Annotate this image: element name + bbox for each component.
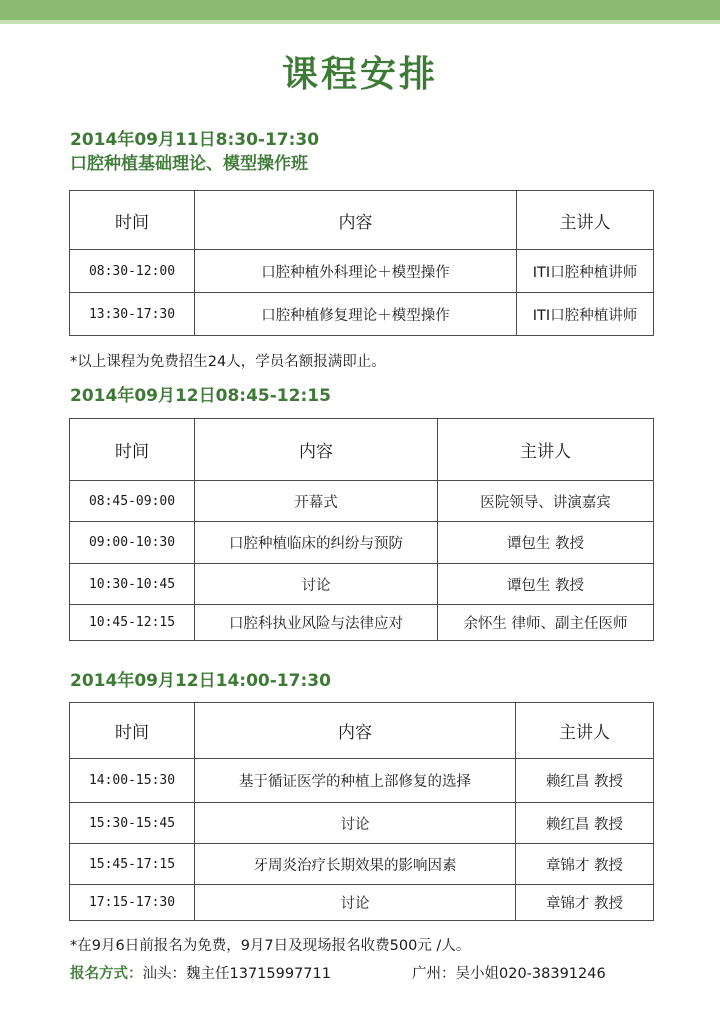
col-header-speaker: 主讲人 xyxy=(438,419,654,481)
row-content: 口腔种植临床的纠纷与预防 xyxy=(195,522,438,564)
row-content: 牙周炎治疗长期效果的影响因素 xyxy=(195,844,516,885)
section-3-header xyxy=(70,669,331,693)
table-row xyxy=(70,564,654,605)
contact-label: 报名方式： xyxy=(70,966,143,982)
row-speaker: ITI口腔种植讲师 xyxy=(517,250,654,293)
col-header-time: 时间 xyxy=(70,703,195,759)
table-row xyxy=(70,250,654,293)
table-row xyxy=(70,522,654,564)
contact-shantou: 汕头：魏主任13715997711 xyxy=(142,966,331,982)
table-header-row xyxy=(70,703,654,759)
section-2-date: 2014年09月12日08:45-12:15 xyxy=(70,386,331,406)
row-speaker: 章锦才 教授 xyxy=(516,885,654,921)
table-row xyxy=(70,605,654,641)
col-header-speaker: 主讲人 xyxy=(517,191,654,250)
row-content: 讨论 xyxy=(195,885,516,921)
table-row xyxy=(70,481,654,522)
col-header-content: 内容 xyxy=(195,703,516,759)
row-speaker: ITI口腔种植讲师 xyxy=(517,293,654,336)
row-time: 10:30-10:45 xyxy=(70,564,195,605)
section-1-subtitle: 口腔种植基础理论、模型操作班 xyxy=(70,154,308,174)
section-3-table xyxy=(69,702,654,921)
row-speaker: 医院领导、讲演嘉宾 xyxy=(438,481,654,522)
section-1-header xyxy=(70,128,319,176)
page-title: 课程安排 xyxy=(281,54,438,95)
section-2-header xyxy=(70,384,331,408)
col-header-content: 内容 xyxy=(195,191,517,250)
row-content: 开幕式 xyxy=(195,481,438,522)
table-row xyxy=(70,844,654,885)
row-content: 基于循证医学的种植上部修复的选择 xyxy=(195,759,516,803)
row-content: 讨论 xyxy=(195,803,516,844)
row-time: 13:30-17:30 xyxy=(70,293,195,336)
row-time: 14:00-15:30 xyxy=(70,759,195,803)
col-header-speaker: 主讲人 xyxy=(516,703,654,759)
row-time: 08:45-09:00 xyxy=(70,481,195,522)
row-speaker: 谭包生 教授 xyxy=(438,522,654,564)
col-header-content: 内容 xyxy=(195,419,438,481)
row-content: 口腔科执业风险与法律应对 xyxy=(195,605,438,641)
table-row xyxy=(70,803,654,844)
contact-guangzhou: 广州：吴小姐020-38391246 xyxy=(412,966,606,982)
section-3-date: 2014年09月12日14:00-17:30 xyxy=(70,671,331,691)
table-row xyxy=(70,885,654,921)
row-content: 口腔种植修复理论＋模型操作 xyxy=(195,293,517,336)
row-time: 15:30-15:45 xyxy=(70,803,195,844)
section-1-table xyxy=(69,190,654,336)
row-time: 15:45-17:15 xyxy=(70,844,195,885)
top-color-band xyxy=(0,0,720,20)
row-content: 口腔种植外科理论＋模型操作 xyxy=(195,250,517,293)
section-1-note: *以上课程为免费招生24人，学员名额报满即止。 xyxy=(70,354,386,370)
contact-line xyxy=(70,962,606,983)
row-time: 10:45-12:15 xyxy=(70,605,195,641)
row-speaker: 赖红昌 教授 xyxy=(516,759,654,803)
table-header-row xyxy=(70,419,654,481)
row-speaker: 谭包生 教授 xyxy=(438,564,654,605)
row-speaker: 余怀生 律师、副主任医师 xyxy=(438,605,654,641)
table-row xyxy=(70,293,654,336)
row-time: 08:30-12:00 xyxy=(70,250,195,293)
row-speaker: 章锦才 教授 xyxy=(516,844,654,885)
top-color-line xyxy=(0,20,720,24)
section-3-note: *在9月6日前报名为免费，9月7日及现场报名收费500元 /人。 xyxy=(70,938,471,954)
row-time: 17:15-17:30 xyxy=(70,885,195,921)
row-time: 09:00-10:30 xyxy=(70,522,195,564)
section-2-table xyxy=(69,418,654,641)
col-header-time: 时间 xyxy=(70,419,195,481)
table-row xyxy=(70,759,654,803)
section-1-date: 2014年09月11日8:30-17:30 xyxy=(70,130,320,150)
row-content: 讨论 xyxy=(195,564,438,605)
table-header-row xyxy=(70,191,654,250)
row-speaker: 赖红昌 教授 xyxy=(516,803,654,844)
col-header-time: 时间 xyxy=(70,191,195,250)
